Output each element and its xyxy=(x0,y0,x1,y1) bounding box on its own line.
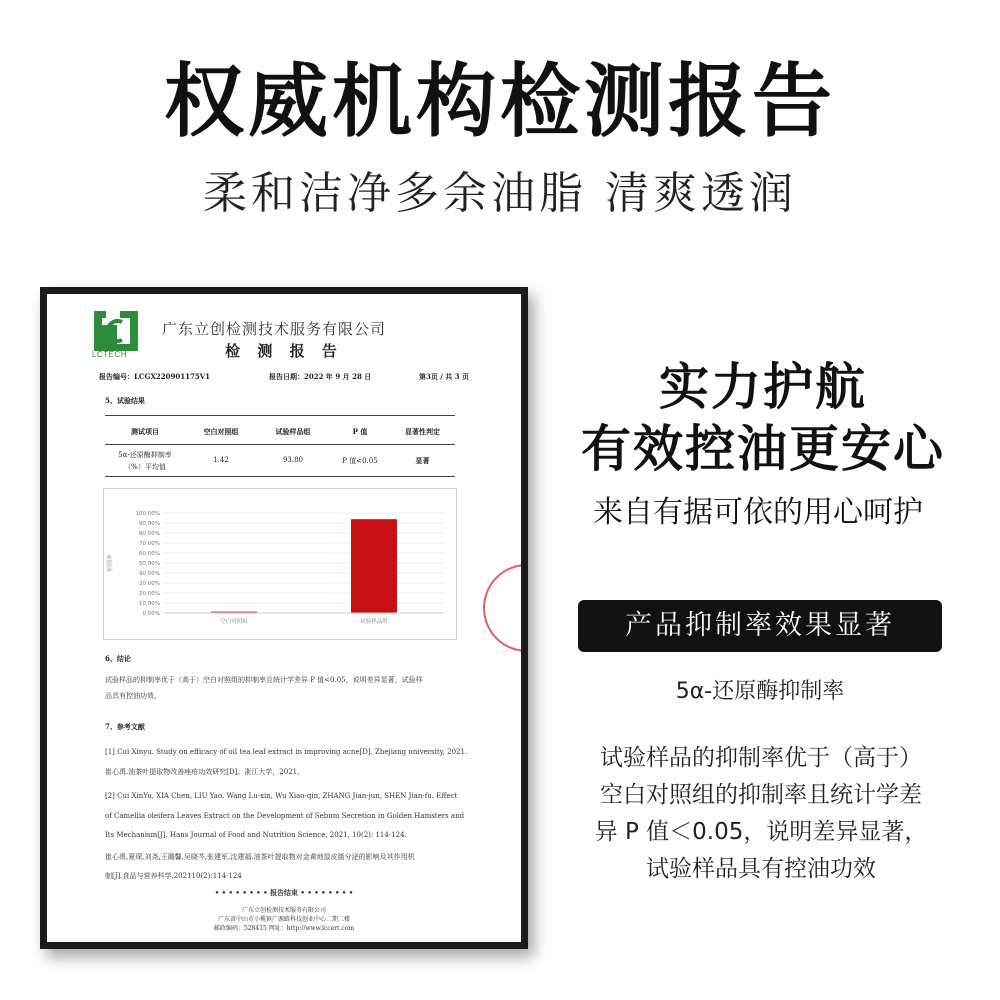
table-cell: 5α-还原酶抑制率 xyxy=(118,451,172,459)
reference-line: [2] Cui XinYu, XIA Chen, LIU Yao, Wang Lu-xin, Wu Xiao-qin, ZHANG Jian-jun, SHEN Jian-fu. Effect xyxy=(105,792,458,800)
reference-line: [1] Cui Xinyu. Study on efficacy of oil tea leaf extract in improving acne[D]. Zhejiang university, 2021. xyxy=(105,748,468,756)
section-heading: 5、试验结果 xyxy=(105,396,145,405)
result-description xyxy=(556,740,966,888)
y-tick-label: 60.00% xyxy=(139,551,160,557)
reference-line: Its Mechanism[J]. Hans Journal of Food and Nutrition Science, 2021, 10(2): 114-124. xyxy=(105,831,407,839)
report-end-marker: • • • • • • • • 报告结束 • • • • • • • • xyxy=(214,888,354,897)
headline-strength: 实力护航 xyxy=(659,358,867,416)
x-tick-label: 空白对照组 xyxy=(220,619,248,625)
reference-line: 制[J].食品与营养科学,202110(2):114-124 xyxy=(105,872,242,880)
table-header-rule xyxy=(105,444,455,445)
table-cell: 93.80 xyxy=(282,456,304,464)
table-header: 空白对照组 xyxy=(203,427,239,436)
tagline: 来自有据可依的用心呵护 xyxy=(593,495,923,530)
y-tick-label: 80.00% xyxy=(139,531,160,537)
y-tick-label: 70.00% xyxy=(139,541,160,547)
table-header: 测试项目 xyxy=(131,427,159,436)
table-cell: P 值<0.05 xyxy=(342,457,378,465)
y-axis-label: 抑制率 xyxy=(107,553,114,573)
description-line: 试验样品具有控油功效 xyxy=(646,856,876,882)
y-tick-label: 30.00% xyxy=(139,581,160,587)
headline-oil-control: 有效控油更安心 xyxy=(581,420,945,478)
reference-line: of Camellia oleifera Leaves Extract on the Development of Sebum Secretion in Golden Hamsters and xyxy=(105,812,465,820)
logo-text: LCTECH xyxy=(92,350,128,359)
table-top-rule xyxy=(105,415,455,416)
footer-address: 广东省中山市小榄镇广源路科技创业中心二期二楼 xyxy=(217,916,350,923)
table-cell: 1.42 xyxy=(213,456,229,464)
reference-line: 崔心禹,夏琛,刘尧,王璐馨,吴晓芩,张建军,沈建福.油茶叶提取物对金黄地鼠皮脂分泌的影响及其作用机 xyxy=(105,853,415,861)
footer-contact: 邮政编码：528415 网址：http://www.lccert.com xyxy=(213,925,355,932)
report-date: 报告日期：2022 年 9 月 28 日 xyxy=(269,372,372,381)
report-heading: 检 测 报 告 xyxy=(225,342,343,360)
y-tick-label: 50.00% xyxy=(139,561,160,567)
y-tick-label: 0.00% xyxy=(142,611,160,617)
section-heading: 7、参考文献 xyxy=(105,722,145,731)
main-title: 权威机构检测报告 xyxy=(164,55,836,148)
x-tick-label: 试验样品组 xyxy=(360,619,388,625)
page-number: 第3页 / 共 3 页 xyxy=(419,372,470,381)
reference-line: 崔心禹.油茶叶提取物改善痤疮功效研究[D]。浙江大学，2021。 xyxy=(105,768,305,776)
table-header: P 值 xyxy=(352,427,368,436)
report-paper xyxy=(47,294,521,942)
y-tick-label: 10.00% xyxy=(139,601,160,607)
bar-1 xyxy=(351,519,397,613)
description-line: 试验样品的抑制率优于（高于） xyxy=(600,745,922,771)
bar-chart-svg xyxy=(104,489,456,639)
description-line: 空白对照组的抑制率且统计学差 xyxy=(600,782,922,808)
enzyme-label: 5α-还原酶抑制率 xyxy=(675,679,845,704)
report-frame xyxy=(40,287,528,949)
footer-org: 广东立创检测技术服务有限公司 xyxy=(241,907,326,914)
bar-chart xyxy=(103,488,457,640)
conclusion-text: 试验样品的抑制率优于（高于）空白对照组的抑制率且统计学差异 P 值<0.05，说明差异显著，试验样 xyxy=(105,676,423,684)
table-header: 试验样品组 xyxy=(275,427,311,436)
y-tick-label: 40.00% xyxy=(139,571,160,577)
section-heading: 6、结论 xyxy=(105,654,131,663)
conclusion-text: 品具有控油功效。 xyxy=(105,692,161,700)
table-header: 显著性判定 xyxy=(405,427,440,436)
description-line: 异 P 值＜0.05，说明差异显著， xyxy=(594,819,928,845)
y-tick-label: 100.00% xyxy=(135,511,160,517)
effect-badge: 产品抑制率效果显著 xyxy=(578,600,942,652)
subtitle: 柔和洁净多余油脂 清爽透润 xyxy=(203,168,797,219)
seal-stamp xyxy=(483,564,521,652)
table-cell: 显著 xyxy=(415,456,430,465)
table-bottom-rule xyxy=(105,476,455,477)
table-cell: （%）平均值 xyxy=(124,463,166,471)
report-number: 报告编号：LCGX220901175V1 xyxy=(99,372,211,381)
org-name: 广东立创检测技术服务有限公司 xyxy=(162,320,387,338)
y-tick-label: 20.00% xyxy=(139,591,160,597)
y-tick-label: 90.00% xyxy=(139,521,160,527)
